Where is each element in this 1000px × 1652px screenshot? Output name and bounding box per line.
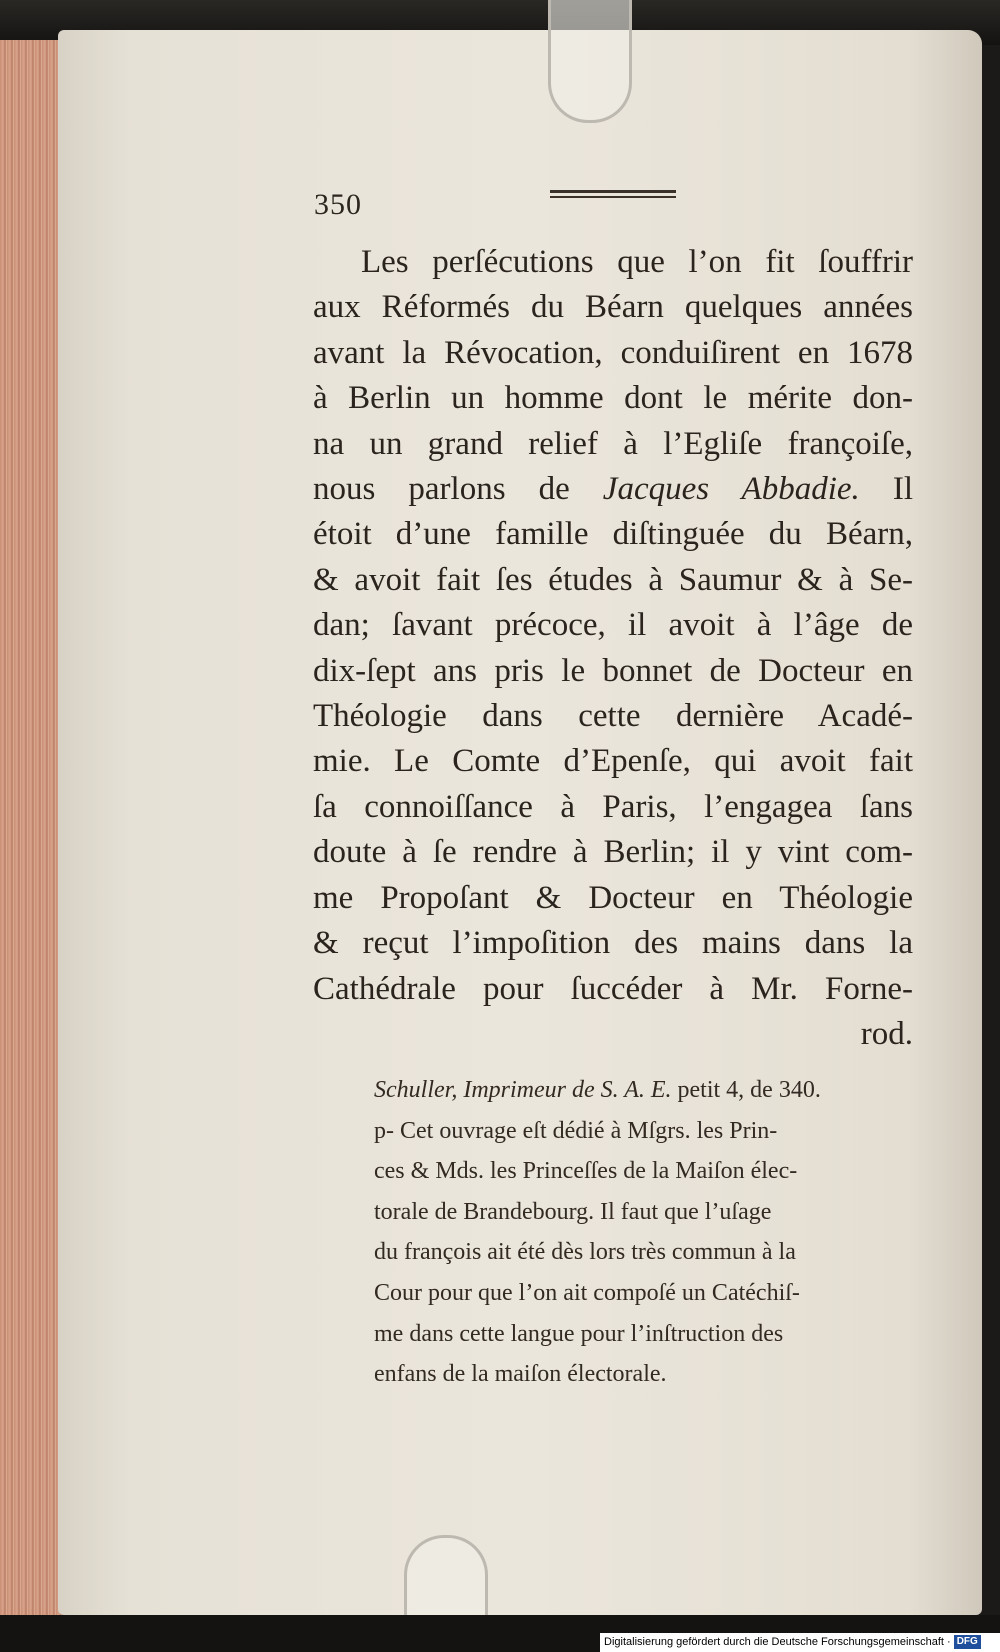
text-line: avant la Révocation, conduiſirent en 1678 bbox=[313, 334, 913, 371]
text-line-with-name bbox=[313, 467, 913, 512]
credit-text: Digitalisierung gefördert durch die Deutsche Forschungsgemeinschaft · bbox=[604, 1636, 951, 1648]
person-name-italic: Jacques Abbadie. bbox=[602, 471, 860, 508]
text-line: na un grand relief à l’Egliſe françoiſe, bbox=[313, 425, 913, 462]
text-line: Théologie dans cette dernière Acadé- bbox=[313, 698, 913, 735]
page-number: 350 bbox=[314, 188, 362, 221]
footnote-line: enfans de la maiſon électorale. bbox=[374, 1361, 667, 1388]
footnote-italic-lead: Schuller, Imprimeur de S. A. E. bbox=[374, 1077, 672, 1103]
text-line: aux Réformés du Béarn quelques années bbox=[313, 289, 913, 326]
footnote-line bbox=[374, 1070, 914, 1111]
text-line: dix-ſept ans pris le bonnet de Docteur en bbox=[313, 652, 913, 689]
page-clip-top bbox=[548, 0, 632, 123]
footnote-line: Cour pour que l’on ait compoſé un Catéchiſ- bbox=[374, 1279, 800, 1306]
text-line: rod. bbox=[860, 1015, 913, 1052]
footnote bbox=[374, 1070, 914, 1395]
text-line: à Berlin un homme dont le mérite don- bbox=[313, 380, 913, 417]
text-line: mie. Le Comte d’Epenſe, qui avoit fait bbox=[313, 743, 913, 780]
footnote-fragment: petit 4, de 340. bbox=[671, 1077, 821, 1103]
header-rule-lower bbox=[550, 196, 676, 198]
digitization-credit bbox=[600, 1633, 1000, 1652]
text-line: Les perſécutions que l’on fit ſouffrir bbox=[361, 244, 913, 280]
text-line: doute à ſe rendre à Berlin; il y vint com- bbox=[313, 834, 913, 871]
footnote-line: p- Cet ouvrage eſt dédié à Mſgrs. les Prin- bbox=[374, 1117, 778, 1144]
footnote-line: ces & Mds. les Princeſſes de la Maiſon élec- bbox=[374, 1158, 798, 1185]
text-line: dan; ſavant précoce, il avoit à l’âge de bbox=[313, 607, 913, 644]
text-line: me Propoſant & Docteur en Théologie bbox=[313, 879, 913, 916]
book-page-edges bbox=[0, 40, 64, 1620]
dfg-logo: DFG bbox=[954, 1635, 981, 1649]
text-fragment: nous parlons de bbox=[313, 471, 603, 508]
footnote-line: me dans cette langue pour l’inſtruction des bbox=[374, 1320, 784, 1347]
text-line: & reçut l’impoſition des mains dans la bbox=[313, 925, 913, 962]
footnote-line: du françois ait été dès lors très commun à la bbox=[374, 1239, 796, 1266]
body-text bbox=[313, 240, 913, 1057]
text-fragment: Il bbox=[892, 471, 913, 508]
header-rule bbox=[550, 190, 676, 193]
text-line: & avoit fait ſes études à Saumur & à Se- bbox=[313, 561, 913, 598]
footnote-line: torale de Brandebourg. Il faut que l’uſage bbox=[374, 1198, 772, 1225]
text-line: étoit d’une famille diſtinguée du Béarn, bbox=[313, 516, 913, 553]
text-line: ſa connoiſſance à Paris, l’engagea ſans bbox=[313, 788, 913, 825]
text-line: Cathédrale pour ſuccéder à Mr. Forne- bbox=[313, 970, 913, 1007]
